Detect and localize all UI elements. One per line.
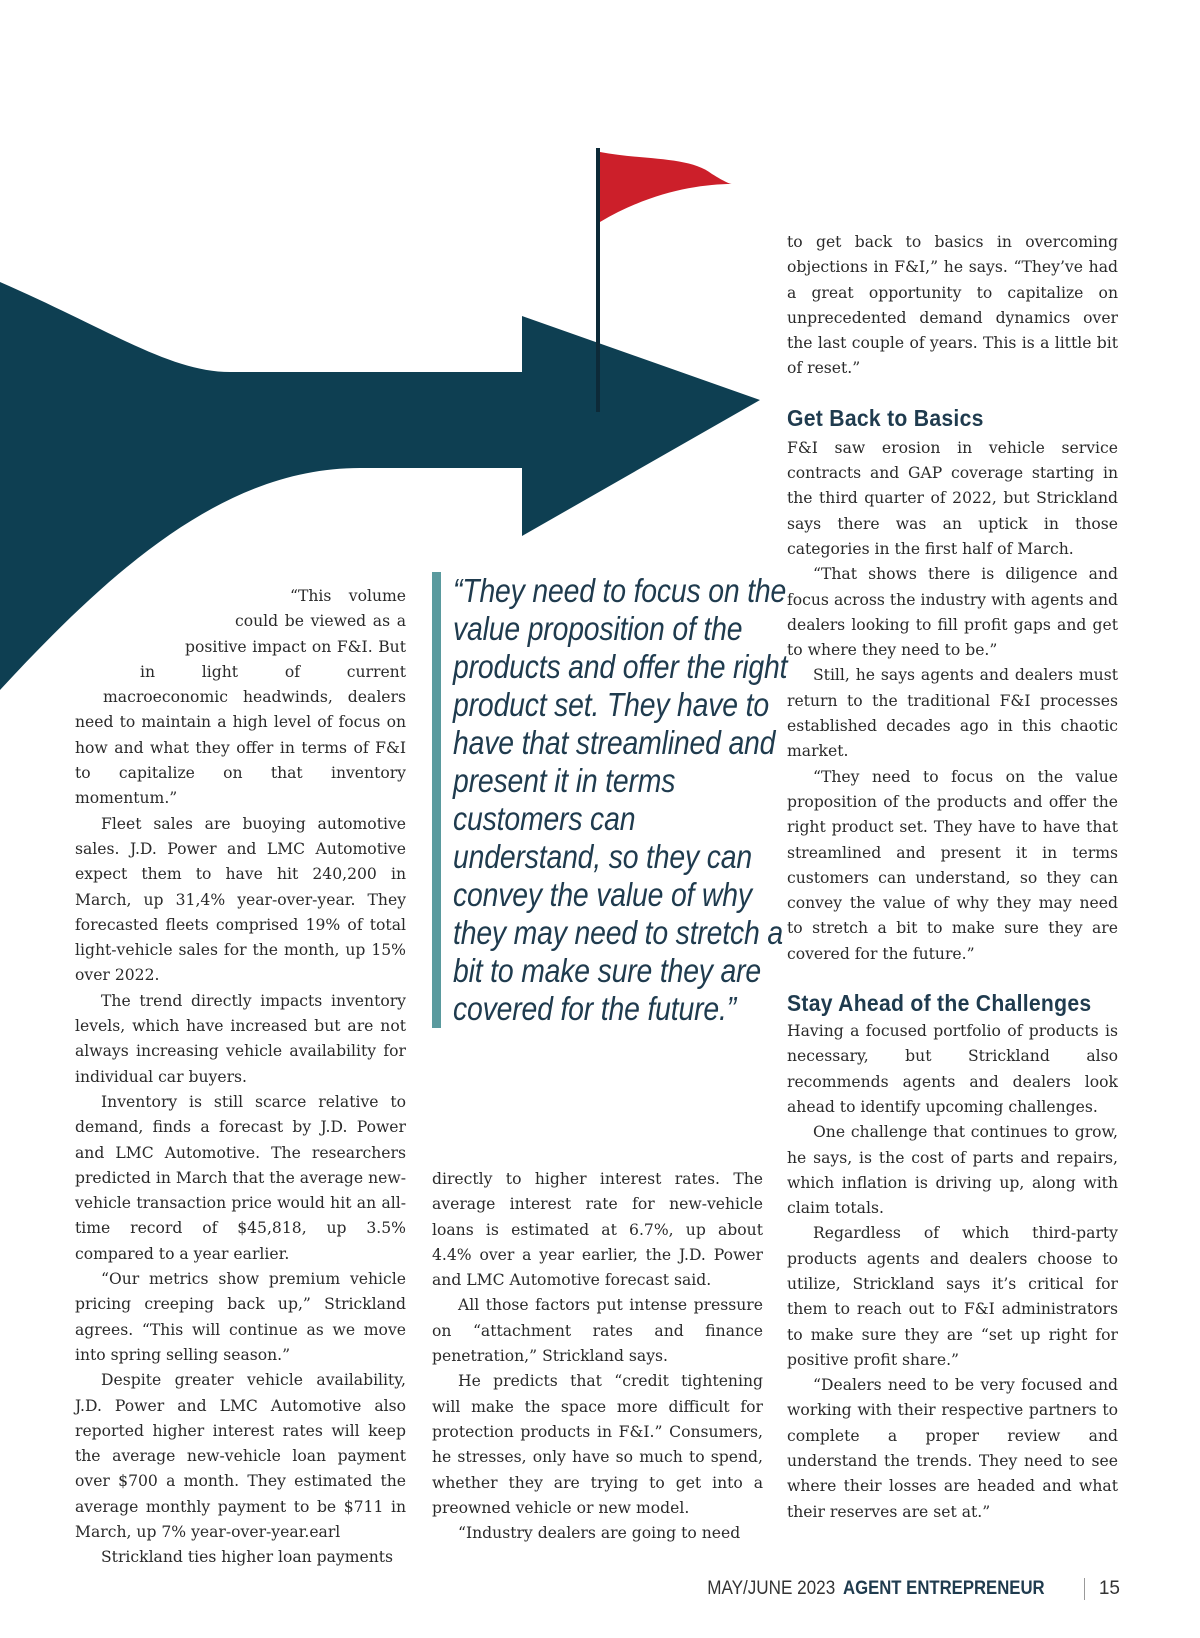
wrap-spacer-2	[75, 609, 235, 634]
article-column-2	[432, 1167, 763, 1546]
paragraph: Regardless of which third-party products agents and dealers choose to utilize, Strickland says it’s critical for them to reach out to F&I administrators to make sure they are “set up right for positive profit share.”	[787, 1224, 1118, 1369]
paragraph: One challenge that continues to grow, he says, is the cost of parts and repairs, which inflation is driving up, along with claim totals.	[787, 1123, 1118, 1218]
paragraph: F&I saw erosion in vehicle service contracts and GAP coverage starting in the third quarter of 2022, but Strickland says there was an uptick in those categories in the first half of March.	[787, 438, 1118, 558]
paragraph: “That shows there is diligence and focus across the industry with agents and dealers looking to fill profit gaps and get to where they need to be.”	[787, 565, 1118, 660]
section-heading: Get Back to Basics	[787, 404, 984, 431]
footer-divider	[1084, 1578, 1085, 1600]
paragraph: “They need to focus on the value proposition of the products and offer the right product set. They have to have that streamlined and present it in terms customers can understand, so they can convey the value of why they may need to stretch a bit to make sure they are covered for the future.”	[787, 767, 1118, 963]
page-footer	[693, 1578, 1120, 1600]
paragraph: Having a focused portfolio of products is necessary, but Strickland also recommends agents and dealers look ahead to identify upcoming challenges.	[787, 1022, 1118, 1116]
wrap-spacer-5	[75, 685, 103, 710]
paragraph: Still, he says agents and dealers must return to the traditional F&I processes established decades ago in this chaotic market.	[787, 666, 1118, 761]
paragraph: “Dealers need to be very focused and working with their respective partners to complete a proper review and understand the trends. They need to see where their losses are headed and what their reserves are set at.”	[787, 1376, 1118, 1521]
wrap-spacer-1	[75, 584, 290, 609]
wrap-spacer-3	[75, 635, 185, 660]
paragraph: Despite greater vehicle availability, J.D. Power and LMC Automotive also reported higher interest rates will keep the average new-vehicle loan payment over $700 a month. They estimated the average monthly payment to be $711 in March, up 7% year-over-year.earl	[75, 1371, 406, 1541]
flag-icon	[600, 152, 732, 222]
paragraph: “Our metrics show premium vehicle pricing creeping back up,” Strickland agrees. “This will continue as we move into spring selling season.”	[75, 1270, 406, 1364]
paragraph: “Industry dealers are going to need	[458, 1524, 741, 1543]
paragraph: The trend directly impacts inventory levels, which have increased but are not always increasing vehicle availability for individual car buyers.	[75, 991, 406, 1086]
pull-quote-text: “They need to focus on the value proposition of the products and offer the right product set. They have to have that streamlined and present it in terms customers can understand, so they can convey the value of why they may need to stretch a bit to make sure they are covered for the future.”	[453, 572, 788, 1027]
paragraph: Fleet sales are buoying automotive sales. J.D. Power and LMC Automotive expect them to have hit 240,200 in March, up 31,4% year-over-year. They forecasted fleets comprised 19% of total light-vehicle sales for the month, up 15% over 2022.	[75, 814, 406, 985]
section-heading: Stay Ahead of the Challenges	[787, 990, 1092, 1017]
paragraph: All those factors put intense pressure on “attachment rates and finance penetration,” Strickland says.	[432, 1296, 763, 1366]
page-number: 15	[1098, 1578, 1120, 1599]
article-column-3	[787, 230, 1118, 1525]
issue-date: MAY/JUNE 2023	[706, 1578, 835, 1599]
article-column-1	[75, 584, 406, 1571]
paragraph: “This volume could be viewed as a positive impact on F&I. But in light of current macroeconomic headwinds, dealers need to maintain a high level of focus on how and what they offer in terms of F&I to capitalize on that inventory momentum.”	[75, 587, 406, 808]
paragraph: Strickland ties higher loan payments	[101, 1548, 394, 1567]
wrap-spacer-4	[75, 660, 140, 685]
paragraph: Inventory is still scarce relative to demand, finds a forecast by J.D. Power and LMC Automotive. The researchers predicted in March that the average new-vehicle transaction price would hit an all-time record of $45,818, up 3.5% compared to a year earlier.	[75, 1092, 406, 1263]
pull-quote	[432, 572, 788, 1028]
paragraph: directly to higher interest rates. The average interest rate for new-vehicle loans is estimated at 6.7%, up about 4.4% over a year earlier, the J.D. Power and LMC Automotive forecast said.	[432, 1170, 763, 1290]
paragraph: He predicts that “credit tightening will make the space more difficult for protection products in F&I.” Consumers, he stresses, only have so much to spend, whether they are trying to get into a preowned vehicle or new model.	[432, 1372, 763, 1517]
flag-pole	[596, 148, 600, 412]
paragraph: to get back to basics in overcoming objections in F&I,” he says. “They’ve had a great opportunity to capitalize on unprecedented demand dynamics over the last couple of years. This is a little bit of reset.”	[787, 233, 1118, 378]
magazine-title: AGENT ENTREPRENEUR	[842, 1578, 1045, 1599]
